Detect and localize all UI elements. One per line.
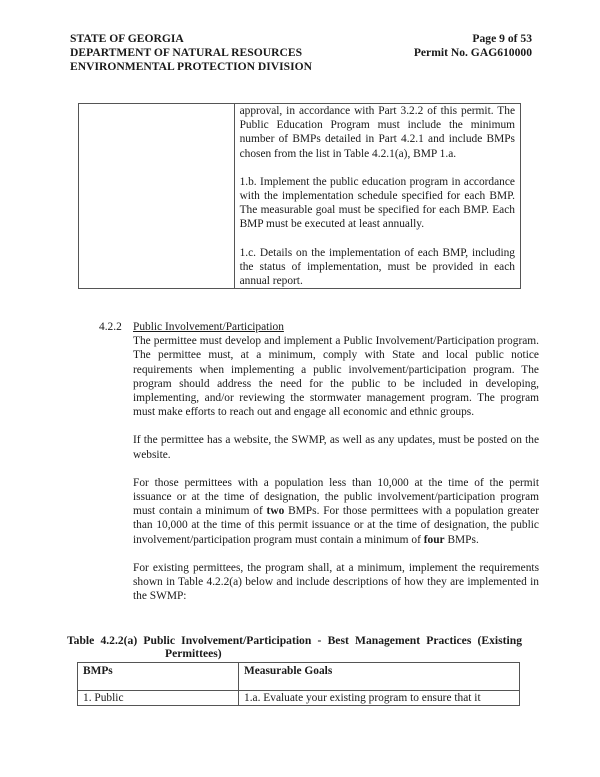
section-4-2-2: [99, 320, 539, 603]
paragraph-population-thresholds: [133, 476, 539, 547]
measurable-goal-cell: 1.a. Evaluate your existing program to ensure that it: [239, 691, 520, 706]
text-span: For those permittees with a population less than 10,000 at the time of the permit issuance or at the time of designation, the public involvement/participation program must contain a minimum of: [133, 476, 539, 518]
bmp-cell: 1. Public: [78, 691, 239, 706]
bold-min-four: four: [423, 533, 445, 546]
goal-1c: 1.c. Details on the implementation of each BMP, including the status of implementation, must be provided in each annual report.: [239, 246, 515, 288]
agency-block: [70, 32, 390, 74]
measurable-goals-cell: [234, 104, 520, 289]
page-meta: [372, 32, 532, 60]
goal-text: approval, in accordance with Part 3.2.2 of this permit. The Public Education Program must include the minimum number of BMPs detailed in Part 4.2.1 and include BMPs chosen from the list in Table 4.2.1(a), BMP 1.a.: [239, 105, 515, 160]
agency-department: DEPARTMENT OF NATURAL RESOURCES: [70, 46, 303, 59]
agency-division: ENVIRONMENTAL PROTECTION DIVISION: [70, 60, 313, 73]
column-header-bmps: BMPs: [78, 663, 239, 691]
paragraph-program-requirements: The permittee must develop and implement a Public Involvement/Participation program. The permittee must, at a minimum, comply with State and local public notice requirements when implementing a public involvement/participation program. The program should address the need for the public to be included in developing, implementing, and/or reviewing the stormwater management program. The program must make efforts to reach out and engage all economic and ethnic groups.: [133, 335, 539, 419]
paragraph-website: If the permittee has a website, the SWMP, as well as any updates, must be posted on the website.: [133, 434, 539, 461]
text-span: BMPs. For those permittees with a population greater than 10,000 at the time of this permit issuance or at the time of designation, the public involvement/participation program must contain a minimum of: [133, 505, 539, 546]
permit-number: Permit No. GAG610000: [413, 46, 532, 59]
text-span: BMPs.: [444, 533, 479, 546]
column-header-measurable-goals: Measurable Goals: [239, 663, 520, 691]
table-header-row: [78, 663, 520, 691]
bold-min-two: two: [266, 505, 285, 518]
table-row: [78, 691, 520, 706]
caption-line: Table 4.2.2(a) Public Involvement/Participation - Best Management Practices (Existing: [67, 634, 522, 647]
agency-state: STATE OF GEORGIA: [70, 32, 184, 45]
bmp-cell: [79, 104, 235, 289]
goal-1b: 1.b. Implement the public education program in accordance with the implementation schedule specified for each BMP. The measurable goal must be specified for each BMP. Each BMP must be executed at least annually.: [239, 175, 515, 231]
section-heading: [99, 320, 539, 334]
public-education-table-continued: [78, 103, 521, 289]
public-involvement-bmp-table: [77, 662, 520, 706]
section-body: [133, 334, 539, 603]
table-caption: [67, 634, 522, 660]
page-number: Page 9 of 53: [472, 32, 532, 45]
section-title: Public Involvement/Participation: [133, 321, 284, 333]
caption-line: Permittees): [165, 647, 222, 660]
section-number: 4.2.2: [99, 321, 122, 333]
table-row: [79, 104, 521, 289]
paragraph-existing-permittees: For existing permittees, the program shall, at a minimum, implement the requirements shown in Table 4.2.2(a) below and include descriptions of how they are implemented in the SWMP:: [133, 561, 539, 603]
